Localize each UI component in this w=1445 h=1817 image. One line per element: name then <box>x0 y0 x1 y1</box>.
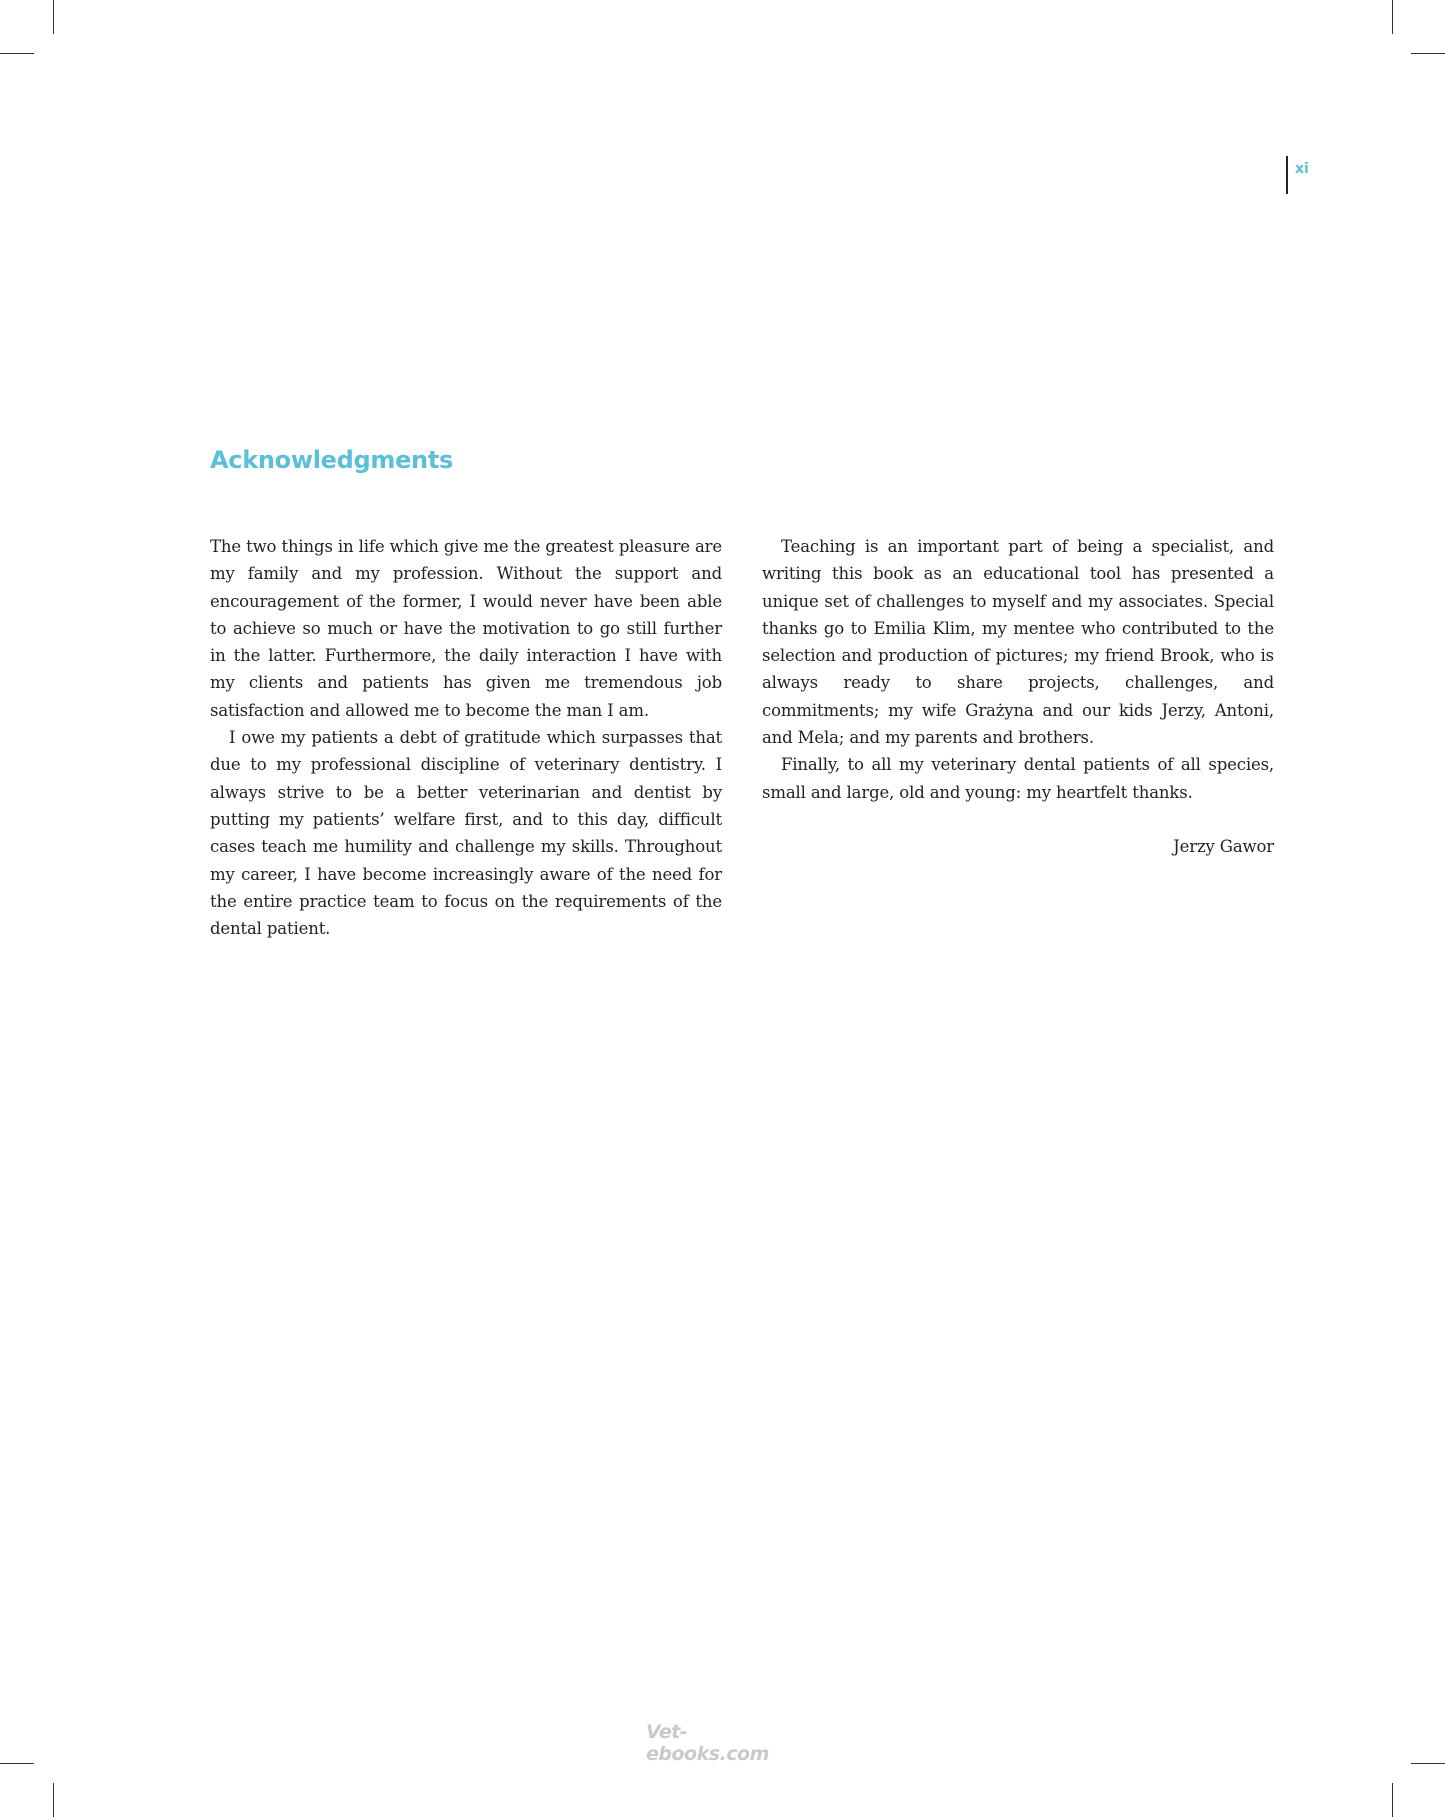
crop-mark <box>0 53 34 54</box>
watermark-text: Vet-ebooks.com <box>646 1721 769 1765</box>
page-number: xi <box>1295 161 1309 177</box>
left-column <box>210 533 722 942</box>
paragraph: The two things in life which give me the greatest pleasure are my family and my profession. Without the support and encouragement of the former, I would never have been able to achieve so much or have the motivation to go still further in the latter. Furthermore, the daily interaction I have with my clients and patients has given me tremendous job satisfaction and allowed me to become the man I am. <box>210 537 722 720</box>
crop-mark <box>53 1783 54 1817</box>
page-number-block <box>1286 156 1309 192</box>
watermark <box>646 1721 806 1765</box>
crop-mark <box>53 0 54 34</box>
page-number-rule <box>1286 156 1288 194</box>
author-signature: Jerzy Gawor <box>1173 836 1274 856</box>
crop-mark <box>1392 0 1393 34</box>
crop-mark <box>1411 53 1445 54</box>
right-column <box>762 533 1274 860</box>
crop-mark <box>1392 1783 1393 1817</box>
paragraph: Teaching is an important part of being a specialist, and writing this book as an educational tool has presented a unique set of challenges to myself and my associates. Special thanks go to Emilia Klim, my mentee who contributed to the selection and production of pictures; my friend Brook, who is always ready to share projects, challenges, and commitments; my wife Grażyna and our kids Jerzy, Antoni, and Mela; and my parents and brothers. <box>762 537 1274 748</box>
paragraph: Finally, to all my veterinary dental patients of all species, small and large, old and young: my heartfelt thanks. <box>762 755 1274 802</box>
crop-mark <box>0 1763 34 1764</box>
page-title: Acknowledgments <box>210 446 454 474</box>
crop-mark <box>1411 1763 1445 1764</box>
paragraph: I owe my patients a debt of gratitude which surpasses that due to my professional discipline of veterinary dentistry. I always strive to be a better veterinarian and dentist by putting my patients’ welfare first, and to this day, difficult cases teach me humility and challenge my skills. Throughout my career, I have become increasingly aware of the need for the entire practice team to focus on the requirements of the dental patient. <box>210 728 722 939</box>
